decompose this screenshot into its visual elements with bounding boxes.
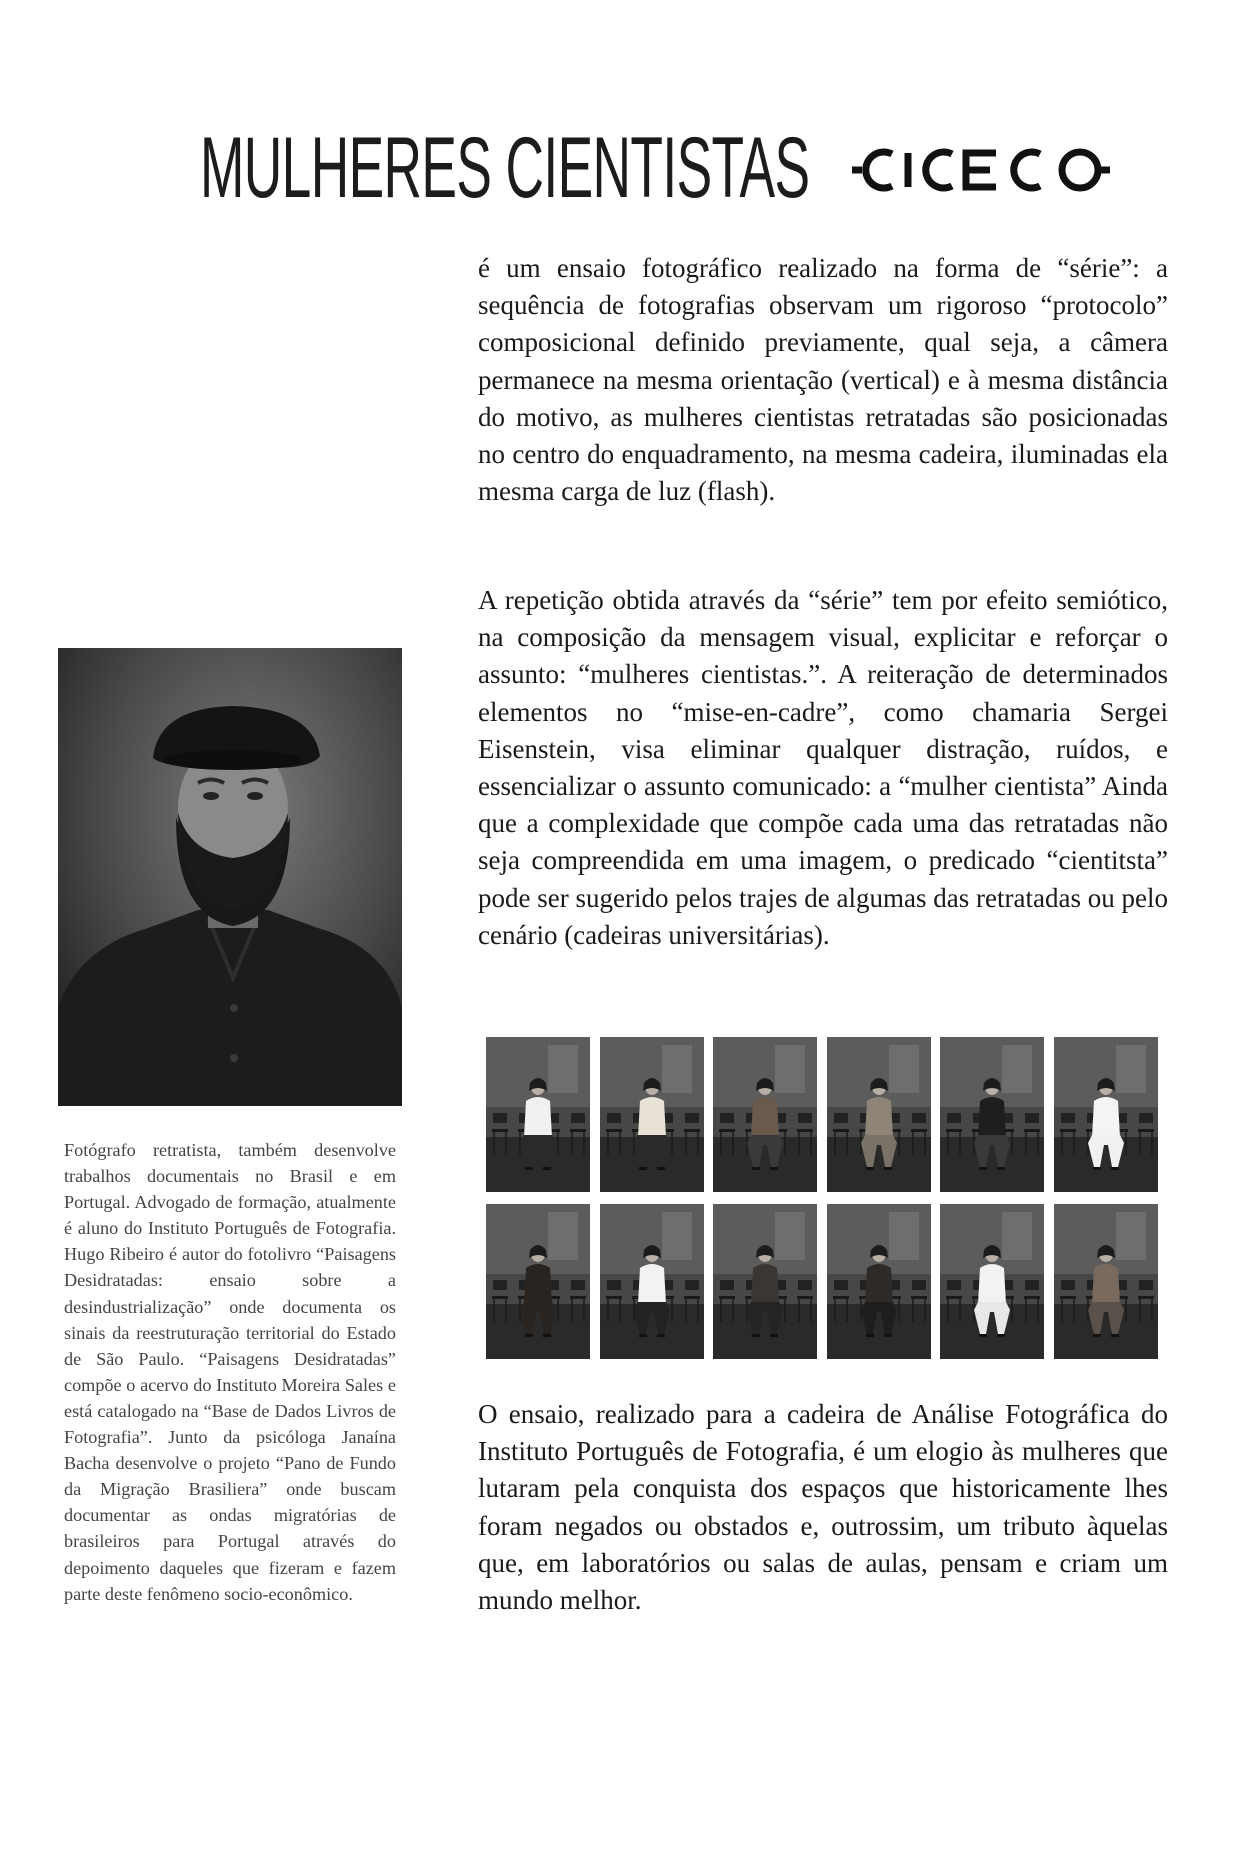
brand-logo [848, 140, 1148, 200]
series-photo [486, 1204, 590, 1359]
series-photo [827, 1204, 931, 1359]
intro-paragraph: é um ensaio fotográfico realizado na forma de “série”: a sequência de fotografias observam um rigoroso “protocolo” composicional definido previamente, qual seja, a câmera permanece na mesma orientação (vertical) e à mesma distância do motivo, as mulheres cientistas retratadas são posicionadas no centro do enquadramento, na mesma cadeira, iluminadas ela mesma carga de luz (flash). [478, 253, 1168, 507]
closing-paragraph: O ensaio, realizado para a cadeira de Análise Fotográfica do Instituto Português de Fotografia, é um elogio às mulheres que lutaram pela conquista dos espaços que historicamente lhes foram negados ou obstados e, outrossim, um tributo àquelas que, em laboratórios ou salas de aulas, pensam e criam um mundo melhor. [478, 1399, 1168, 1616]
photographer-bio: Fotógrafo retratista, também desenvolve trabalhos documentais no Brasil e em Portugal. Advogado de formação, atualmente é aluno do Instituto Português de Fotografia. Hugo Ribeiro é autor do fotolivro “Paisagens Desidratadas: ensaio sobre a desindustrialização” onde documenta os sinais da reestruturação territorial do Estado de São Paulo. “Paisagens Desidratadas” compõe o acervo do Instituto Moreira Sales e está catalogado na “Base de Dados Livros de Fotografia”. Junto da psicóloga Janaína Bacha desenvolve o projeto “Pano de Fundo da Migração Brasiliera” onde buscam documentar as ondas migratórias de brasileiros para Portugal através do depoimento daqueles que fizeram e fazem parte deste fenômeno socio-econômico. [64, 1140, 396, 1604]
series-photo [486, 1037, 590, 1192]
series-paragraph: A repetição obtida através da “série” tem por efeito semiótico, na composição da mensagem visual, explicitar e reforçar o assunto: “mulheres cientistas.”. A reiteração de determinados elementos no “mise-en-cadre”, como chamaria Sergei Eisenstein, visa eliminar qualquer distração, ruídos, e essencializar o assunto comunicado: a “mulher cientista” Ainda que a complexidade que compõe cada uma das retratadas não seja compreendida em uma imagem, o predicado “cientitsta” pode ser sugerido pelos trajes de algumas das retratadas ou pelo cenário (cadeiras universitárias). [478, 585, 1168, 950]
series-photo [1054, 1204, 1158, 1359]
photo-series-grid [486, 1037, 1158, 1359]
series-photo [940, 1037, 1044, 1192]
photographer-portrait [58, 648, 402, 1106]
series-photo [940, 1204, 1044, 1359]
series-photo [1054, 1037, 1158, 1192]
series-photo [600, 1204, 704, 1359]
series-photo [713, 1037, 817, 1192]
series-photo [713, 1204, 817, 1359]
series-photo [827, 1037, 931, 1192]
series-photo [600, 1037, 704, 1192]
page-title: MULHERES CIENTISTAS [200, 120, 810, 216]
